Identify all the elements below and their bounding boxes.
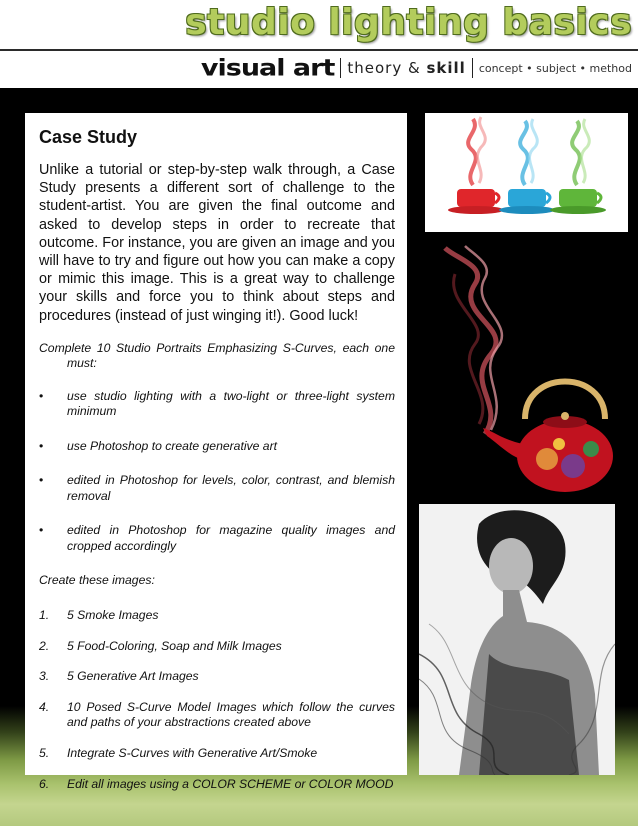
teapot-knob xyxy=(561,412,569,420)
number-marker: 1. xyxy=(39,607,50,622)
bullet-marker: • xyxy=(39,438,44,453)
requirement-text: use Photoshop to create generative art xyxy=(67,438,278,453)
green-saucer xyxy=(550,206,606,214)
image-task-text: Edit all images using a COLOR SCHEME or COLOR MOOD xyxy=(67,776,394,791)
image-task-text: 10 Posed S-Curve Model Images which follow the curves and paths of your abstractions created above xyxy=(67,699,395,730)
images-list xyxy=(39,608,395,792)
theory-text: theory xyxy=(347,59,403,77)
list-item xyxy=(39,669,395,685)
number-marker: 6. xyxy=(39,776,50,791)
ampersand-text: & xyxy=(407,59,421,77)
model-portrait-illustration xyxy=(419,504,615,775)
case-study-title: Case Study xyxy=(39,127,138,147)
brand-separator xyxy=(472,58,473,78)
bullet-marker: • xyxy=(39,473,44,488)
model-face xyxy=(489,538,533,594)
image-task-text: 5 Food-Coloring, Soap and Milk Images xyxy=(67,638,282,653)
red-smoke-wisp xyxy=(477,117,485,183)
red-cup-handle xyxy=(495,193,499,203)
flower-decoration xyxy=(553,438,565,450)
teapot-body xyxy=(517,420,613,492)
number-marker: 5. xyxy=(39,746,50,761)
flower-decoration xyxy=(561,454,585,478)
page-header xyxy=(0,0,638,88)
requirements-list xyxy=(39,389,395,555)
skill-text: skill xyxy=(426,59,466,77)
assignment-block xyxy=(39,341,395,792)
list-item xyxy=(39,608,395,624)
case-study-panel xyxy=(25,113,407,791)
list-item xyxy=(39,746,395,762)
green-smoke xyxy=(572,121,580,185)
list-item xyxy=(39,700,395,731)
list-item xyxy=(39,639,395,655)
number-marker: 3. xyxy=(39,669,50,684)
flower-decoration xyxy=(536,448,558,470)
number-marker: 4. xyxy=(39,699,50,714)
model-portrait-photo xyxy=(419,504,615,775)
blue-smoke xyxy=(520,121,528,185)
case-study-intro: Unlike a tutorial or step-by-step walk through, a Case Study presents a different sort of challenge to the student-artist. You are given the final outcome and asked to develop steps in order to recreate that outcome. For instance, you are given an image and you will have to try and figure out how you can make a copy or mimic this image. This is a great way to challenge your skills and force you to think about steps and procedures (instead of just winging it!). Good luck! xyxy=(39,162,395,324)
blue-cup xyxy=(508,189,546,207)
red-smoke xyxy=(468,119,476,185)
smoke-cups-photo xyxy=(425,113,628,232)
smoke-cups-illustration xyxy=(425,113,628,232)
list-item xyxy=(39,473,395,504)
green-smoke-wisp xyxy=(581,119,589,183)
banner-title: studio lighting basics xyxy=(185,2,632,43)
requirement-text: use studio lighting with a two-light or three-light system minimum xyxy=(67,388,395,419)
blue-smoke-wisp xyxy=(529,119,537,183)
blue-cup-handle xyxy=(546,193,550,203)
brand-tagline: concept • subject • method xyxy=(478,61,632,75)
green-cup xyxy=(559,189,597,207)
requirement-text: edited in Photoshop for magazine quality images and cropped accordingly xyxy=(67,523,395,553)
assignment-lead: Complete 10 Studio Portraits Emphasizing S-Curves, each one must: xyxy=(39,340,395,371)
blue-saucer xyxy=(499,206,555,214)
brand-separator xyxy=(340,58,341,78)
teapot-illustration xyxy=(425,244,628,496)
theory-skill-label xyxy=(347,59,465,77)
green-cup-handle xyxy=(597,193,601,203)
requirement-text: edited in Photoshop for levels, color, contrast, and blemish removal xyxy=(67,473,395,503)
header-divider xyxy=(0,49,638,51)
smoke-trail-shadow xyxy=(454,274,483,424)
list-item xyxy=(39,439,395,455)
red-saucer xyxy=(448,206,504,214)
image-task-text: Integrate S-Curves with Generative Art/Smoke xyxy=(67,746,318,761)
leaf-decoration xyxy=(583,441,599,457)
list-item xyxy=(39,523,395,554)
visual-art-logo: visual art xyxy=(200,54,335,82)
bullet-marker: • xyxy=(39,523,44,538)
brand-bar xyxy=(201,54,632,82)
red-cup xyxy=(457,189,495,207)
image-task-text: 5 Smoke Images xyxy=(67,607,159,622)
smoke-trail xyxy=(445,248,496,434)
teapot-smoke-photo xyxy=(425,244,628,496)
number-marker: 2. xyxy=(39,638,50,653)
bullet-marker: • xyxy=(39,388,44,403)
list-item xyxy=(39,777,395,793)
list-item xyxy=(39,389,395,420)
create-images-label: Create these images: xyxy=(39,573,155,588)
image-task-text: 5 Generative Art Images xyxy=(67,669,199,684)
